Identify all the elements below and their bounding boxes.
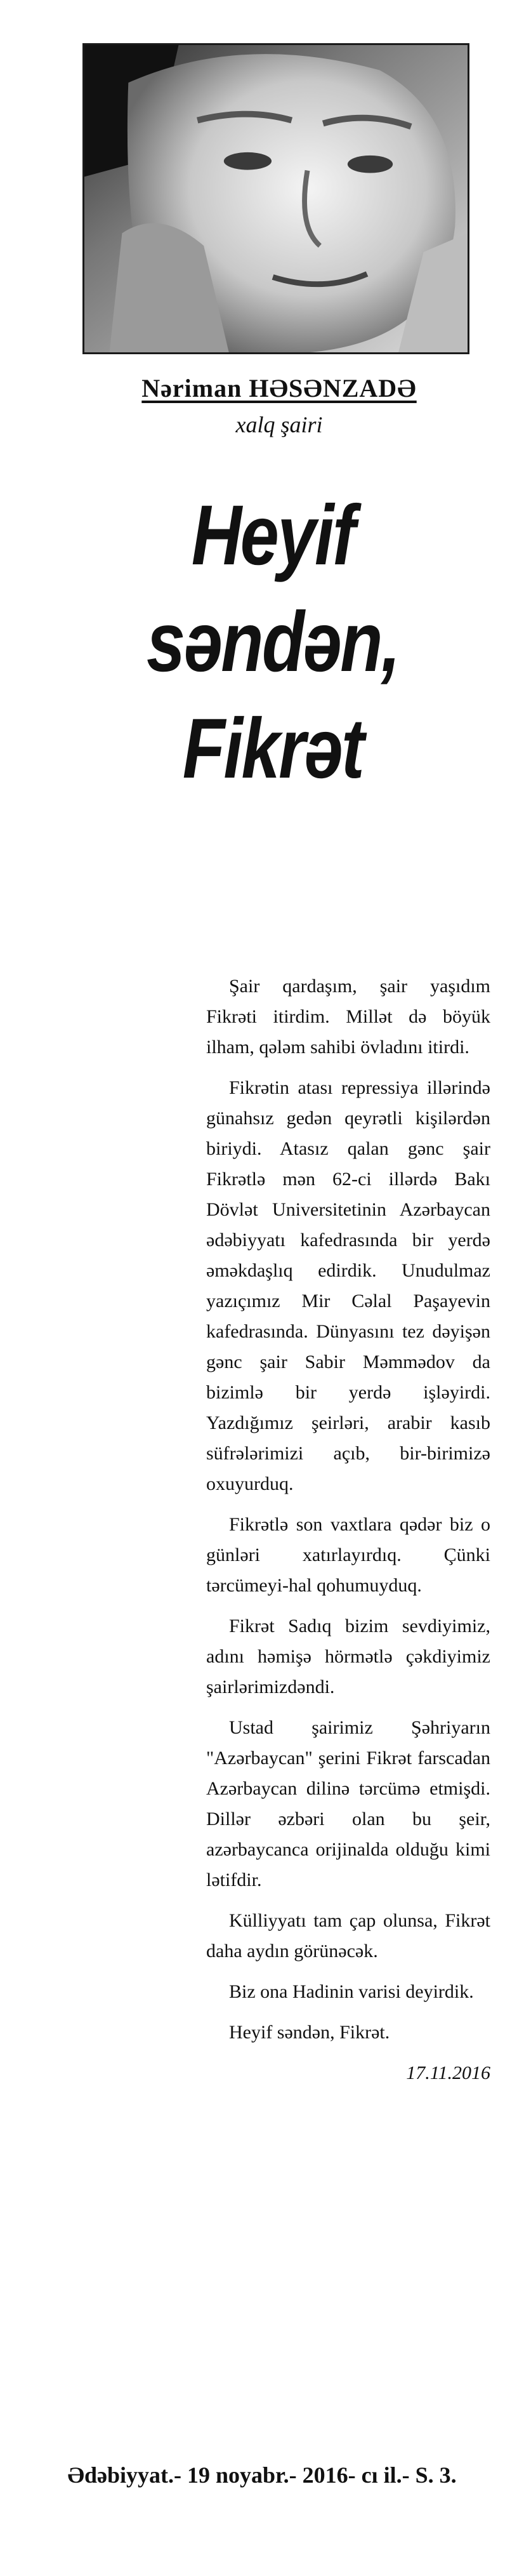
article-paragraph: Fikrət Sadıq bizim sevdiyimiz, adını həmişə hörmətlə çəkdiyimiz şairlərimizdəndi. [206,1616,490,1697]
author-photo [82,43,469,354]
author-role: xalq şairi [235,412,323,437]
article-date: 17.11.2016 [406,2062,490,2083]
portrait-photo-icon [84,45,468,352]
article-paragraph: Heyif səndən, Fikrət. [229,2022,390,2043]
article-body [206,971,490,2099]
article-paragraph: Şair qardaşım, şair yaşıdım Fikrəti itirdim. Millət də böyük ilham, qələm sahibi övladını itirdi. [206,976,490,1058]
article-paragraph: Fikrətlə son vaxtlara qədər biz o günləri xatırlayırdıq. Çünki tərcümeyi-hal qohumuyduq. [206,1514,490,1596]
headline-line-3: Fikrət [182,701,364,796]
article-paragraph: Ustad şairimiz Şəhriyarın "Azərbaycan" şerini Fikrət farscadan Azərbaycan dilinə tərcümə etmişdi. Dillər əzbəri olan bu şeir, azərbaycanca orijinalda olduğu kimi lətifdir. [206,1717,490,1890]
source-citation: Ədəbiyyat.- 19 noyabr.- 2016- cı il.- S. 3. [67,2462,457,2488]
article-headline [112,482,434,802]
article-paragraph: Fikrətin atası repressiya illərində günahsız gedən qeyrətli kişilərdən biriydi. Atasız qalan gənc şair Fikrətlə mən 62-ci illərdə Bakı Dövlət Universitetinin Azərbaycan ədəbiyyatı kafedrasında bir yerdə əməkdaşlıq edirdik. Unudulmaz yazıçımız Mir Cəlal Paşayevin kafedrasında. Dünyasını tez dəyişən gənc şair Sabir Məmmədov da bizimlə bir yerdə işləyirdi. Yazdığımız şeirləri, arabir kasıb süfrələrimizi açıb, bir-birimizə oxuyurduq. [206,1077,490,1494]
headline-line-2: səndən, [146,595,400,689]
article-paragraph: Biz ona Hadinin varisi deyirdik. [229,1981,474,2002]
author-name: Nəriman HƏSƏNZADƏ [141,374,417,402]
article-paragraph: Külliyyatı tam çap olunsa, Fikrət daha aydın görünəcək. [206,1910,490,1962]
headline-line-1: Heyif [191,488,355,583]
